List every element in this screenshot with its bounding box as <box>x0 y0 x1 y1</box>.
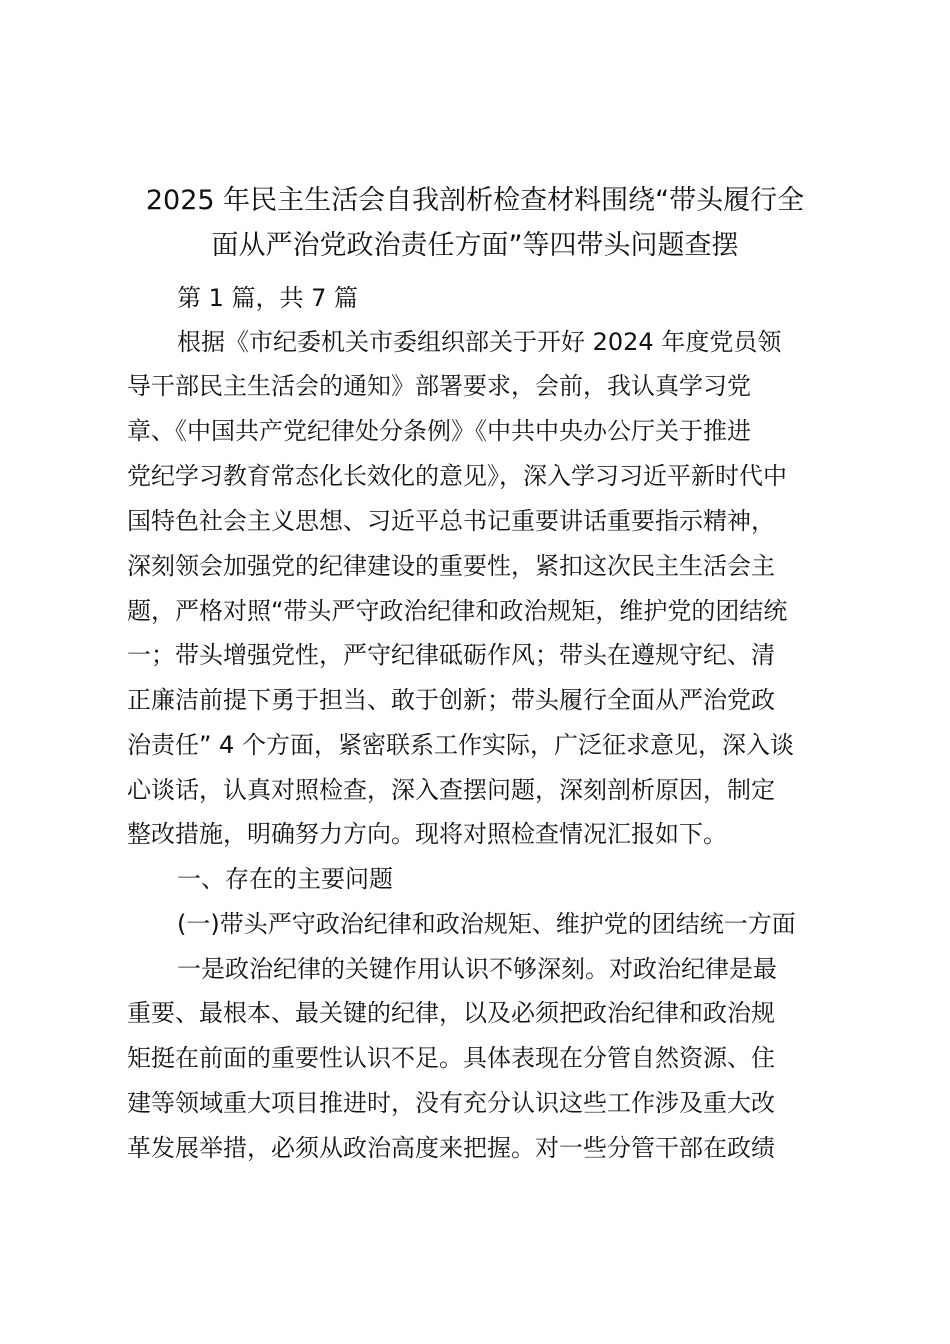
body-line: 一是政治纪律的关键作用认识不够深刻。对政治纪律是最 <box>177 955 777 983</box>
body-line: 整改措施，明确努力方向。现将对照检查情况汇报如下。 <box>127 820 727 848</box>
body-line: 根据《市纪委机关市委组织部关于开好 2024 年度党员领 <box>177 328 782 356</box>
body-line: 导干部民主生活会的通知》部署要求，会前，我认真学习党 <box>127 372 751 400</box>
body-line: 一；带头增强党性，严守纪律砥砺作风；带头在遵规守纪、清 <box>127 641 775 669</box>
subsection-heading: (一)带头严守政治纪律和政治规矩、维护党的团结统一方面 <box>177 910 796 938</box>
body-line: 题，严格对照“带头严守政治纪律和政治规矩，维护党的团结统 <box>127 597 788 625</box>
body-line: 重要、最根本、最关键的纪律，以及必须把政治纪律和政治规 <box>127 999 775 1027</box>
body-line: 正廉洁前提下勇于担当、敢于创新；带头履行全面从严治党政 <box>127 686 775 714</box>
body-line: 深刻领会加强党的纪律建设的重要性，紧扣这次民主生活会主 <box>127 552 775 580</box>
body-line: 矩挺在前面的重要性认识不足。具体表现在分管自然资源、住 <box>127 1044 775 1072</box>
document-title-line-2: 面从严治党政治责任方面”等四带头问题查摆 <box>211 230 739 261</box>
section-heading: 一、存在的主要问题 <box>177 865 393 893</box>
body-line: 国特色社会主义思想、习近平总书记重要讲话重要指示精神， <box>127 507 775 535</box>
body-line: 治责任” 4 个方面，紧密联系工作实际，广泛征求意见，深入谈 <box>127 731 794 759</box>
body-line: 章、《中国共产党纪律处分条例》《中共中央办公厅关于推进 <box>127 417 751 445</box>
body-line: 革发展举措，必须从政治高度来把握。对一些分管干部在政绩 <box>127 1134 775 1162</box>
body-line: 党纪学习教育常态化长效化的意见》，深入学习习近平新时代中 <box>127 462 787 490</box>
body-line: 建等领域重大项目推进时，没有充分认识这些工作涉及重大改 <box>127 1089 775 1117</box>
body-line: 心谈话，认真对照检查，深入查摆问题，深刻剖析原因，制定 <box>127 776 775 804</box>
document-title-line-1: 2025 年民主生活会自我剖析检查材料围绕“带头履行全 <box>145 185 805 216</box>
document-subtitle: 第 1 篇，共 7 篇 <box>177 284 359 312</box>
